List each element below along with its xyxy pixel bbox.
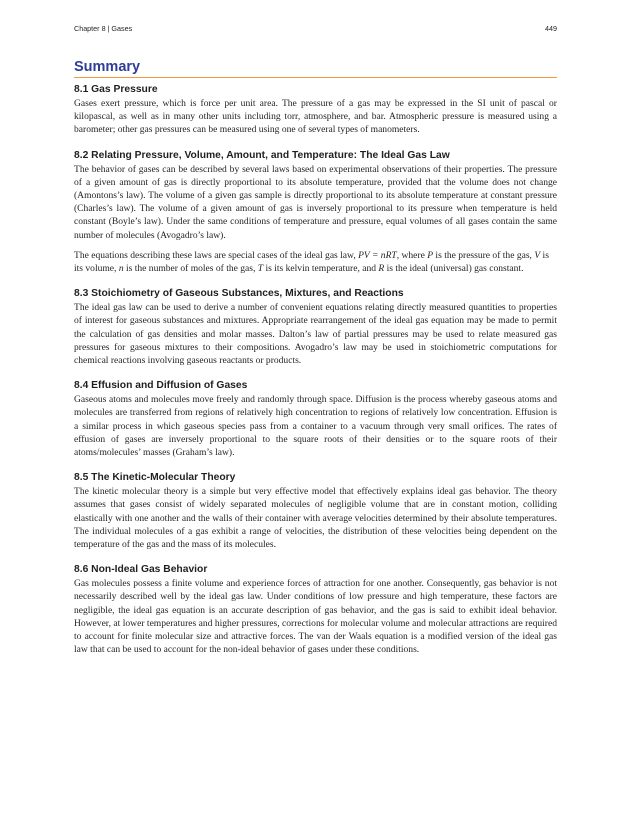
page-title: Summary [74, 58, 557, 78]
section-paragraph: Gas molecules possess a finite volume and experience forces of attraction for one another. Consequently, gas behavior is not necessarily described well by the ideal gas law. Under conditions of low pressure and high temperature, these factors are negligible, the ideal gas equation is an accurate description of gas behavior, and the gas is said to exhibit ideal behavior. However, at lower temperatures and higher pressures, corrections for molecular volume and molecular attractions are required to account for finite molecular size and attractive forces. The van der Waals equation is a modified version of the ideal gas law that can be used to account for the non-ideal behavior of gases under these conditions. [74, 578, 557, 656]
page-header [74, 24, 557, 38]
variable-r: R [378, 263, 385, 275]
text-run: is its kelvin temperature, and [263, 263, 379, 275]
section-gas-pressure [74, 83, 557, 137]
equations-paragraph [74, 249, 557, 275]
text-run: is the ideal (universal) gas constant. [384, 263, 524, 275]
ideal-gas-equation: PV = nRT [358, 249, 397, 261]
section-paragraph: The ideal gas law can be used to derive a number of convenient equations relating directly measured quantities to properties of interest for gaseous substances and mixtures. Appropriate rearrangement of the ideal gas equation may be made to permit the calculation of gas densities and molar masses. Dalton’s law of partial pressures may be used to relate measured gas pressures for gaseous mixtures to their compositions. Avogadro’s law may be used in stoichiometric computations for chemical reactions involving gaseous reactants or products. [74, 302, 557, 367]
section-paragraph: Gaseous atoms and molecules move freely and randomly through space. Diffusion is the process whereby gaseous atoms and molecules are transferred from regions of relatively high concentration to regions of relatively low concentration. Effusion is a similar process in which gaseous species pass from a container to a vacuum through very small orifices. The rates of effusion of gases are inversely proportional to the square roots of their densities or to the square roots of their atoms/molecules’ masses (Graham’s law). [74, 394, 557, 459]
text-run: is the pressure of the gas, [433, 249, 535, 261]
variable-v: V [534, 249, 541, 261]
section-paragraph: The kinetic molecular theory is a simple but very effective model that effectively explains ideal gas behavior. The theory assumes that gases consist of widely separated molecules of negligible volume that are in constant motion, colliding elastically with one another and the walls of their container with average velocities determined by their absolute temperatures. The individual molecules of a gas exhibit a range of velocities, the distribution of these velocities being dependent on the temperature of the gas and the mass of its molecules. [74, 486, 557, 551]
section-heading: 8.5 The Kinetic-Molecular Theory [74, 472, 236, 484]
section-paragraph: The behavior of gases can be described by several laws based on experimental observations of their properties. The pressure of a given amount of gas is directly proportional to its absolute temperature, provided that the volume does not change (Amontons’s law). The volume of a given gas sample is directly proportional to its absolute temperature at constant pressure (Charles’s law). The volume of a given amount of gas is inversely proportional to its pressure when temperature is held constant (Boyle’s law). Under the same conditions of temperature and pressure, equal volumes of all gases contain the same number of molecules (Avogadro’s law). [74, 163, 557, 241]
chapter-label: Chapter 8 | Gases [74, 24, 133, 33]
section-effusion-diffusion [74, 379, 557, 459]
section-heading: 8.2 Relating Pressure, Volume, Amount, and Temperature: The Ideal Gas Law [74, 149, 450, 161]
section-ideal-gas-law [74, 149, 557, 276]
section-stoichiometry [74, 287, 557, 367]
text-run: is its volume, [74, 249, 549, 275]
variable-p: P [427, 249, 434, 261]
text-run: is the number of moles of the gas, [123, 263, 258, 275]
variable-n: n [118, 263, 124, 275]
section-heading: 8.1 Gas Pressure [74, 84, 158, 95]
section-heading: 8.4 Effusion and Diffusion of Gases [74, 380, 248, 392]
page-number: 449 [545, 24, 557, 33]
section-kinetic-molecular-theory [74, 471, 557, 551]
section-non-ideal-gas [74, 563, 557, 656]
text-run: , where [396, 249, 428, 261]
text-run: The equations describing these laws are special cases of the ideal gas law, [74, 249, 359, 261]
section-heading: 8.6 Non-Ideal Gas Behavior [74, 564, 208, 576]
section-heading: 8.3 Stoichiometry of Gaseous Substances, Mixtures, and Reactions [74, 288, 404, 300]
summary-content [74, 83, 557, 669]
variable-t: T [257, 263, 264, 275]
section-paragraph: Gases exert pressure, which is force per unit area. The pressure of a gas may be expressed in the SI unit of pascal or kilopascal, as well as in many other units including torr, atmosphere, and bar. Atmospheric pressure is measured using a barometer; other gas pressures can be measured using one of several types of manometers. [74, 98, 557, 136]
